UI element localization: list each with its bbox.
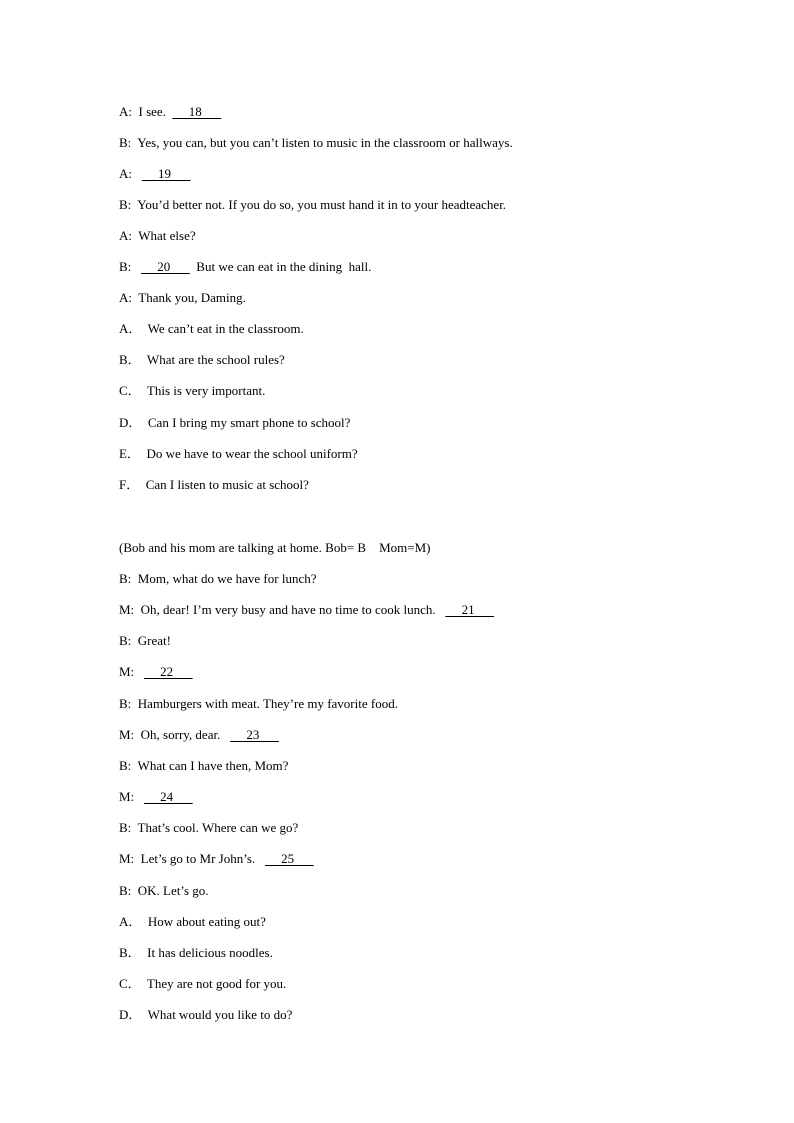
dialogue2-line-6-text: M: Oh, sorry, dear. xyxy=(119,727,231,742)
dialogue2-line-5 xyxy=(119,696,398,712)
dialogue2-line-8-text: M: xyxy=(119,789,144,804)
dialogue1-line-5 xyxy=(119,228,196,244)
dialogue2-line-3-text: B: Great! xyxy=(119,633,171,648)
dialogue2-line-8 xyxy=(119,789,193,805)
option1-f: F． Can I listen to music at school? xyxy=(119,477,309,492)
dialogue2-line-10 xyxy=(119,851,314,867)
option1-a: A． We can’t eat in the classroom. xyxy=(119,321,304,336)
dialogue2-line-7 xyxy=(119,758,288,774)
dialogue1-line-3-text: A: xyxy=(119,166,142,181)
option2-c: C． They are not good for you. xyxy=(119,976,287,991)
dialogue2-line-1-text: B: Mom, what do we have for lunch? xyxy=(119,571,317,586)
option2-d: D． What would you like to do? xyxy=(119,1007,293,1022)
blank-22: 22 xyxy=(143,664,193,679)
blank-24: 24 xyxy=(143,789,193,804)
blank-18: 18 xyxy=(172,104,222,119)
blank-21: 21 xyxy=(445,602,495,617)
dialogue1-line-7 xyxy=(119,290,246,306)
dialogue2-line-4 xyxy=(119,664,193,680)
option1-b: B． What are the school rules? xyxy=(119,352,285,367)
blank-19: 19 xyxy=(141,166,191,181)
dialogue1-line-6 xyxy=(119,259,371,275)
dialogue2-line-1 xyxy=(119,571,316,587)
dialogue2-intro: (Bob and his mom are talking at home. Bob= B Mom=M) xyxy=(119,540,431,555)
option2-a: A． How about eating out? xyxy=(119,914,266,929)
option1-e: E． Do we have to wear the school uniform? xyxy=(119,446,358,461)
option1-d: D． Can I bring my smart phone to school? xyxy=(119,415,351,430)
dialogue1-line-2-text: B: Yes, you can, but you can’t listen to music in the classroom or hallways. xyxy=(119,135,513,150)
blank-23: 23 xyxy=(230,727,279,742)
dialogue1-line-4-text: B: You’d better not. If you do so, you must hand it in to your headteacher. xyxy=(119,197,507,212)
dialogue2-line-2 xyxy=(119,602,494,618)
dialogue2-line-7-text: B: What can I have then, Mom? xyxy=(119,758,289,773)
dialogue1-line-1-text: A: I see. xyxy=(119,104,173,119)
dialogue2-line-5-text: B: Hamburgers with meat. They’re my favorite food. xyxy=(119,696,398,711)
dialogue1-line-7-text: A: Thank you, Daming. xyxy=(119,290,246,305)
dialogue2-line-11 xyxy=(119,883,209,899)
dialogue1-line-1 xyxy=(119,104,221,120)
dialogue1-line-4 xyxy=(119,197,506,213)
option2-b: B． It has delicious noodles. xyxy=(119,945,273,960)
dialogue2-line-6 xyxy=(119,727,279,743)
dialogue2-line-10-text: M: Let’s go to Mr John’s. xyxy=(119,851,265,866)
dialogue2-line-11-text: B: OK. Let’s go. xyxy=(119,883,209,898)
blank-20: 20 xyxy=(141,259,190,274)
dialogue1-line-5-text: A: What else? xyxy=(119,228,196,243)
dialogue2-line-4-text: M: xyxy=(119,664,144,679)
dialogue2-line-9 xyxy=(119,820,298,836)
dialogue1-line-6-text: B: xyxy=(119,259,142,274)
dialogue2-line-2-text: M: Oh, dear! I’m very busy and have no time to cook lunch. xyxy=(119,602,446,617)
dialogue2-line-9-text: B: That’s cool. Where can we go? xyxy=(119,820,299,835)
option1-c: C． This is very important. xyxy=(119,383,266,398)
dialogue1-line-6-post: But we can eat in the dining hall. xyxy=(189,259,372,274)
dialogue2-line-3 xyxy=(119,633,171,649)
blank-25: 25 xyxy=(264,851,314,866)
dialogue1-line-3 xyxy=(119,166,191,182)
dialogue1-line-2 xyxy=(119,135,513,151)
